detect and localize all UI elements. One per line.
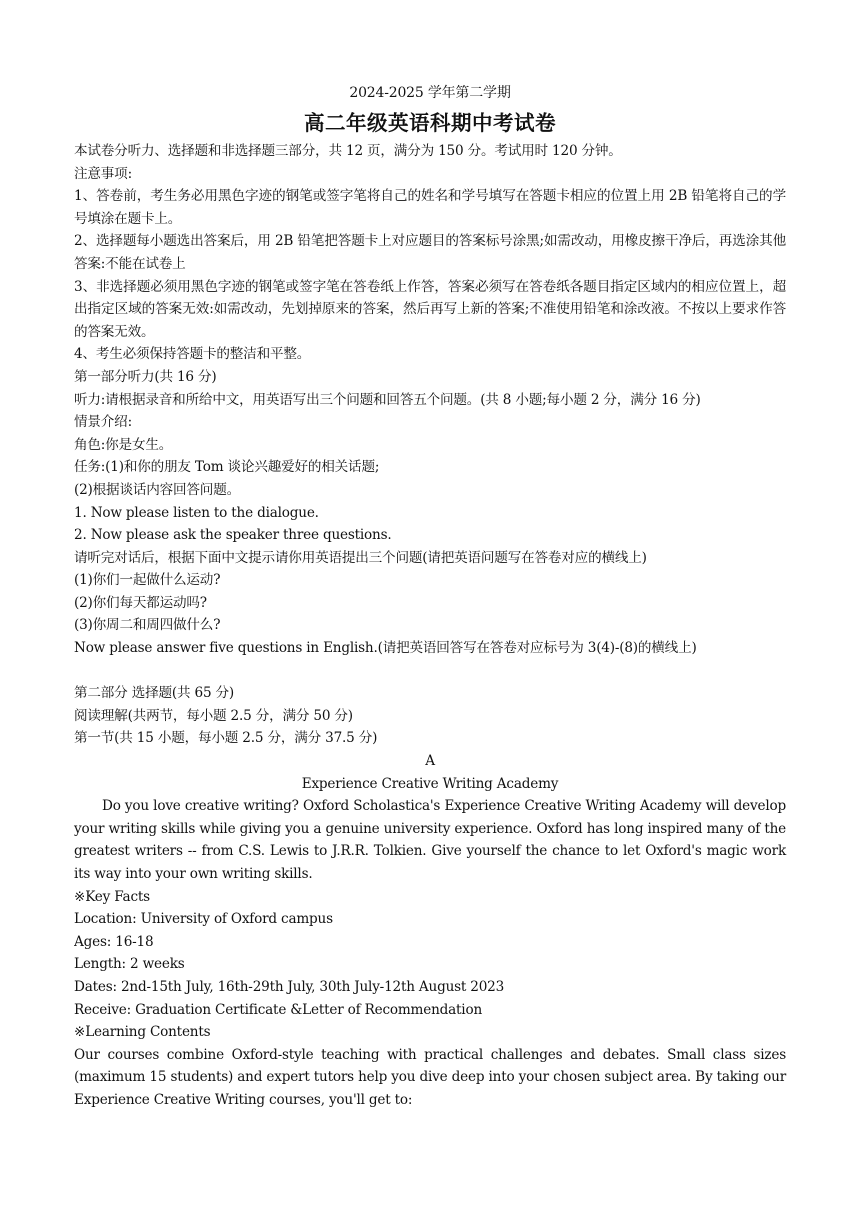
key-facts-heading: ※Key Facts [74, 888, 150, 905]
length-fact: Length: 2 weeks [74, 956, 185, 973]
task-2: (2)根据谈话内容回答问题。 [74, 481, 240, 498]
answer-prompt: Now please answer five questions in English.(请把英语回答写在答卷对应标号为 3(4)-(8)的横线上) [74, 640, 697, 657]
passage-title: Experience Creative Writing Academy [301, 775, 559, 792]
step-2: 2. Now please ask the speaker three questions. [74, 527, 392, 544]
exam-content [74, 82, 786, 1112]
question-2: (2)你们每天都运动吗? [74, 594, 207, 611]
exam-title: 高二年级英语科期中考试卷 [304, 111, 556, 135]
part2-heading: 第二部分 选择题(共 65 分) [74, 685, 235, 702]
receive-fact: Receive: Graduation Certificate &Letter of Recommendation [74, 1001, 482, 1018]
dates-fact: Dates: 2nd-15th July, 16th-29th July, 30th July-12th August 2023 [74, 978, 505, 995]
note-3: 3、非选择题必须用黑色字迹的钢笔或签字笔在答卷纸上作答，答案必须写在答卷纸各题目指定区域内的相应位置上，超出指定区域的答案无效:如需改动，先划掉原来的答案，然后再写上新的答案;不准使用铅笔和涂改液。不按以上要求作答的答案无效。 [74, 278, 786, 340]
step-1: 1. Now please listen to the dialogue. [74, 504, 319, 521]
role-line: 角色:你是女生。 [74, 436, 173, 453]
semester-label: 2024-2025 学年第二学期 [349, 85, 511, 101]
reading-heading: 阅读理解(共两节，每小题 2.5 分，满分 50 分) [74, 707, 353, 724]
location-fact: Location: University of Oxford campus [74, 911, 333, 928]
learning-contents-heading: ※Learning Contents [74, 1024, 211, 1041]
part1-heading: 第一部分听力(共 16 分) [74, 368, 217, 385]
scene-heading: 情景介绍: [74, 414, 132, 431]
question-1: (1)你们一起做什么运动? [74, 572, 221, 589]
question-3: (3)你周二和周四做什么? [74, 617, 221, 634]
notes-heading: 注意事项: [74, 165, 132, 182]
note-4: 4、考生必须保持答题卡的整洁和平整。 [74, 346, 311, 363]
exam-description: 本试卷分听力、选择题和非选择题三部分，共 12 页，满分为 150 分。考试用时 120 分钟。 [74, 143, 622, 159]
question-prompt: 请听完对话后，根据下面中文提示请你用英语提出三个问题(请把英语问题写在答卷对应的横线上) [74, 549, 647, 566]
listening-instruction: 听力:请根据录音和所给中文，用英语写出三个问题和回答五个问题。(共 8 小题;每小题 2 分，满分 16 分) [74, 391, 701, 408]
note-1: 1、答卷前，考生务必用黑色字迹的钢笔或签字笔将自己的姓名和学号填写在答题卡相应的位置上用 2B 铅笔将自己的学号填涂在题卡上。 [74, 188, 786, 227]
passage-letter: A [425, 753, 435, 770]
task-1: 任务:(1)和你的朋友 Tom 谈论兴趣爱好的相关话题; [74, 459, 380, 476]
ages-fact: Ages: 16-18 [74, 933, 154, 950]
note-2: 2、选择题每小题选出答案后，用 2B 铅笔把答题卡上对应题目的答案标号涂黑;如需改动，用橡皮擦干净后，再选涂其他答案:不能在试卷上 [74, 233, 786, 272]
passage-paragraph-2: Our courses combine Oxford-style teaching with practical challenges and debates. Small class sizes (maximum 15 students) and expert tutors help you dive deep into your chosen subject area. By taking our Experience Creative Writing courses, you'll get to: [74, 1046, 786, 1108]
section1-heading: 第一节(共 15 小题，每小题 2.5 分，满分 37.5 分) [74, 730, 378, 747]
passage-paragraph-1: Do you love creative writing? Oxford Scholastica's Experience Creative Writing Academy will develop your writing skills while giving you a genuine university experience. Oxford has long inspired many of the greatest writers -- from C.S. Lewis to J.R.R. Tolkien. Give yourself the chance to let Oxford's magic work its way into your own writing skills. [74, 798, 786, 882]
spacer [74, 660, 786, 683]
